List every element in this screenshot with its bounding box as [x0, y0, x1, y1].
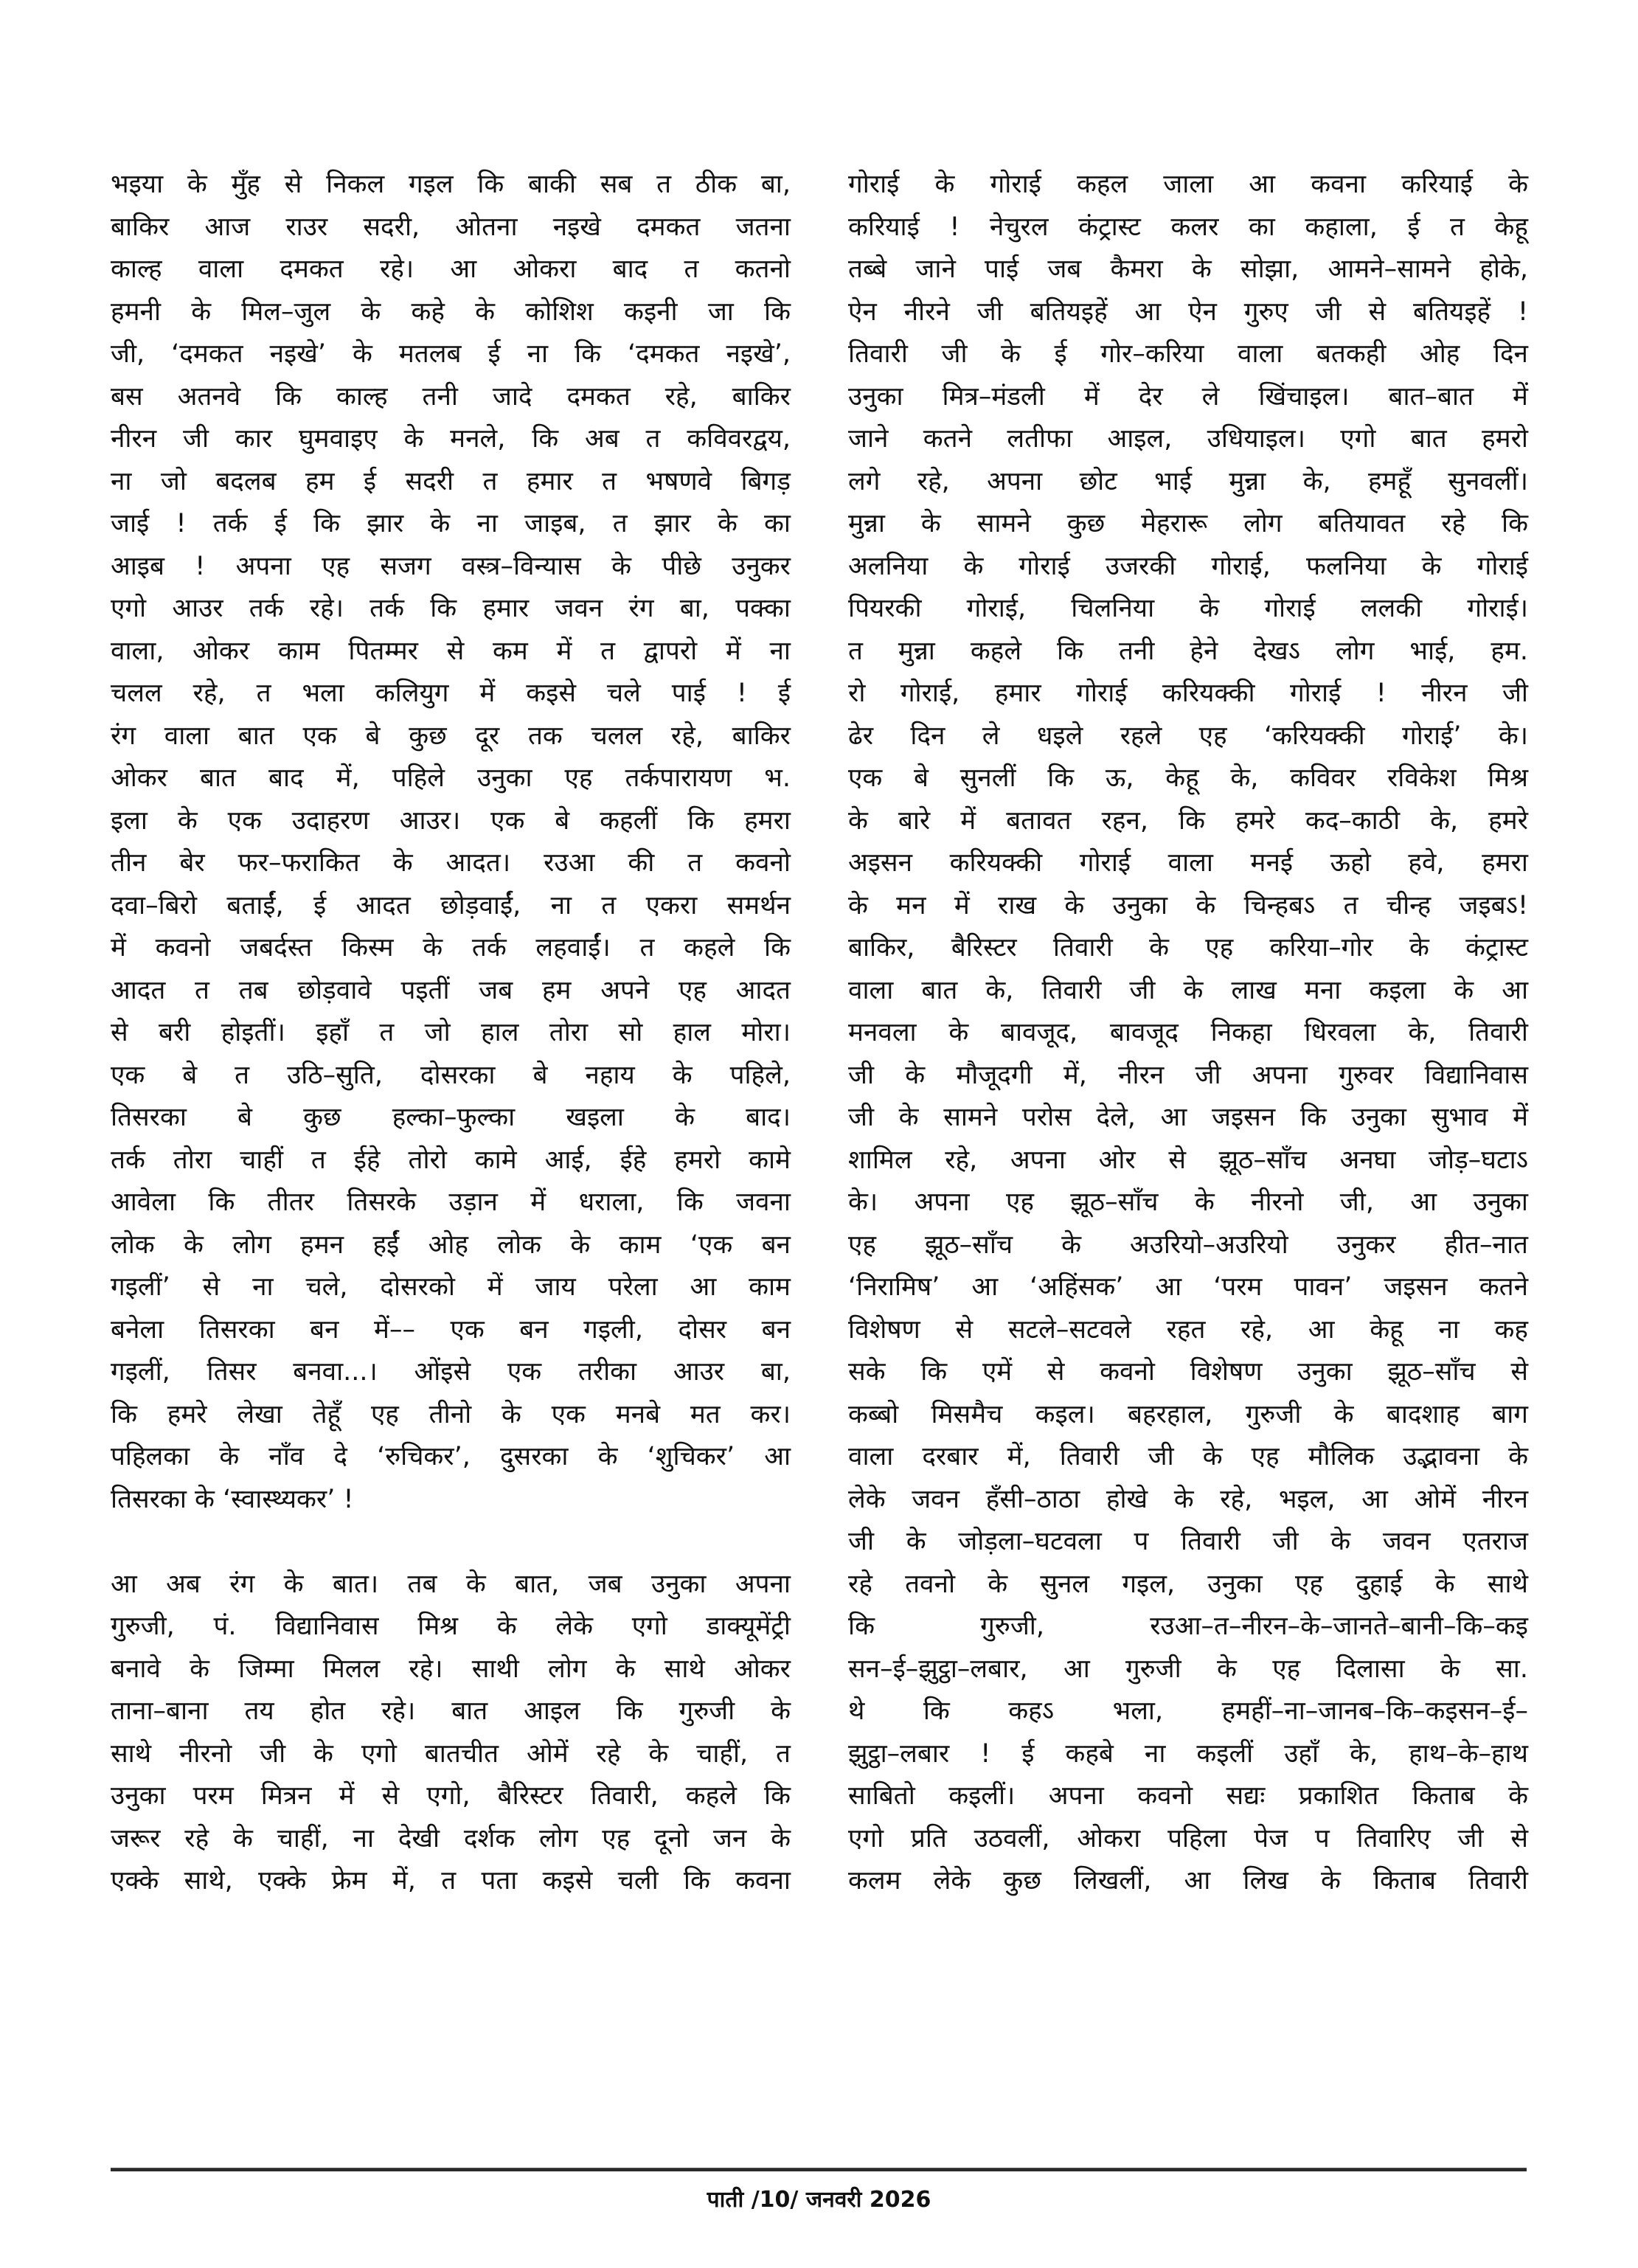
- text-line: मुन्ना के सामने कुछ मेहरारू लोग बतियावत रहे कि: [848, 509, 1528, 538]
- text-line: ‘निरामिष’ आ ‘अहिंसक’ आ ‘परम पावन’ जइसन कतने: [848, 1272, 1528, 1302]
- text-line: चलल रहे, त भला कलियुग में कइसे चले पाई ! ई: [111, 679, 791, 708]
- text-line: के बारे में बतावत रहन, कि हमरे कद–काठी के, हमरे: [848, 805, 1528, 836]
- text-line: कब्बो मिसमैच कइल। बहरहाल, गुरुजी के बादशाह बाग: [848, 1399, 1528, 1429]
- text-line: जी के सामने परोस देले, आ जइसन कि उनुका सुभाव में: [848, 1103, 1528, 1132]
- paragraph: [111, 164, 791, 1521]
- text-line: ताना–बाना तय होत रहे। बात आइल कि गुरुजी के: [111, 1696, 791, 1726]
- text-line: थे कि कहऽ भला, हमहीं–ना–जानब–कि–कइसन–ई–: [848, 1696, 1528, 1726]
- text-line: रो गोराई, हमार गोराई करियक्की गोराई ! नीरन जी: [848, 679, 1528, 708]
- text-line: अलनिया के गोराई उजरकी गोराई, फलनिया के गोराई: [848, 551, 1528, 581]
- paragraph: [111, 1564, 791, 1903]
- text-line: वाला बात के, तिवारी जी के लाख मना कइला के आ: [848, 975, 1528, 1005]
- text-line: साथे नीरनो जी के एगो बातचीत ओमें रहे के चाहीं, त: [111, 1738, 791, 1769]
- text-line: पियरकी गोराई, चिलनिया के गोराई ललकी गोराई।: [848, 594, 1528, 623]
- text-line: एह झूठ–साँच के अउरियो–अउरियो उनुकर हीत–नात: [848, 1230, 1528, 1260]
- text-line: शामिल रहे, अपना ओर से झूठ–साँच अनघा जोड़–घटाऽ: [848, 1145, 1528, 1175]
- text-line: सन–ई–झुट्ठा–लबार, आ गुरुजी के एह दिलासा के सा.: [848, 1654, 1528, 1684]
- text-line: गोराई के गोराई कहल जाला आ कवना करियाई के: [848, 170, 1528, 199]
- text-line: जी के जोड़ला–घटवला प तिवारी जी के जवन एतराज: [848, 1527, 1528, 1556]
- page-footer: पाती /10/ जनवरी 2026: [707, 2187, 931, 2213]
- footer-divider: [111, 2168, 1527, 2171]
- text-line: गुरुजी, पं. विद्यानिवास मिश्र के लेके एगो डाक्यूमेंट्री: [111, 1612, 791, 1641]
- text-line: विशेषण से सटले–सटवले रहत रहे, आ केहू ना कह: [848, 1314, 1528, 1345]
- text-line: भइया के मुँह से निकल गइल कि बाकी सब त ठीक बा,: [111, 170, 791, 199]
- text-line: सके कि एमें से कवनो विशेषण उनुका झूठ–साँच से: [848, 1357, 1528, 1387]
- text-line: उनुका मित्र–मंडली में देर ले खिंचाइल। बात–बात में: [848, 381, 1528, 412]
- text-line: साबितो कइलीं। अपना कवनो सद्यः प्रकाशित किताब के: [848, 1781, 1528, 1811]
- text-line: आदत त तब छोड़वावे पइतीं जब हम अपने एह आदत: [111, 975, 791, 1005]
- text-line: दवा–बिरो बताईं, ई आदत छोड़वाईं, ना त एकरा समर्थन: [111, 890, 791, 920]
- text-line: कलम लेके कुछ लिखलीं, आ लिख के किताब तिवारी: [848, 1866, 1528, 1896]
- text-line: तर्क तोरा चाहीं त ईहे तोरो कामे आई, ईहे हमरो कामे: [111, 1145, 791, 1175]
- text-line: आ अब रंग के बात। तब के बात, जब उनुका अपना: [111, 1569, 791, 1599]
- paragraph-gap: [111, 1521, 791, 1564]
- text-line: लोक के लोग हमन हईं ओह लोक के काम ‘एक बन: [111, 1230, 791, 1260]
- text-line: एगो प्रति उठवलीं, ओकरा पहिला पेज प तिवारिए जी से: [848, 1823, 1528, 1853]
- text-line: तिवारी जी के ई गोर–करिया वाला बतकही ओह दिन: [848, 339, 1528, 369]
- text-line: में कवनो जबर्दस्त किस्म के तर्क लहवाईं। त कहले कि: [111, 933, 791, 963]
- text-line: इला के एक उदाहरण आउर। एक बे कहलीं कि हमरा: [111, 805, 791, 836]
- text-line: जरूर रहे के चाहीं, ना देखी दर्शक लोग एह दूनो जन के: [111, 1823, 791, 1853]
- text-line: बाकिर, बैरिस्टर तिवारी के एह करिया–गोर के कंट्रास्ट: [848, 933, 1528, 963]
- text-line: तिसरका बे कुछ हल्का–फुल्का खइला के बाद।: [111, 1103, 791, 1132]
- text-line: उनुका परम मित्रन में से एगो, बैरिस्टर तिवारी, कहले कि: [111, 1781, 791, 1811]
- text-line: गइलीं, तिसर बनवा...। ओंइसे एक तरीका आउर बा,: [111, 1357, 791, 1387]
- text-line: हमनी के मिल–जुल के कहे के कोशिश कइनी जा कि: [111, 296, 791, 327]
- text-line: करियाई ! नेचुरल कंट्रास्ट कलर का कहाला, ई त केहू: [848, 212, 1528, 242]
- text-line: एक्के साथे, एक्के फ्रेम में, त पता कइसे चली कि कवना: [111, 1866, 791, 1896]
- text-line: लगे रहे, अपना छोट भाई मुन्ना के, हमहूँ सुनवलीं।: [848, 466, 1528, 496]
- text-line: तिसरका के ‘स्वास्थ्यकर’ !: [111, 1484, 354, 1514]
- text-line: अइसन करियक्की गोराई वाला मनई ऊहो हवे, हमरा: [848, 848, 1528, 878]
- text-line: मनवला के बावजूद, बावजूद निकहा धिरवला के, तिवारी: [848, 1018, 1528, 1047]
- text-line: ढेर दिन ले धइले रहले एह ‘करियक्की गोराई’ के।: [848, 721, 1528, 751]
- text-line: वाला, ओकर काम पितम्मर से कम में त द्वापरो में ना: [111, 636, 791, 666]
- right-column: [848, 164, 1528, 1903]
- text-line: एक बे त उठि–सुति, दोसरका बे नहाय के पहिले,: [111, 1060, 791, 1090]
- text-line: बाकिर आज राउर सदरी, ओतना नइखे दमकत जतना: [111, 212, 791, 242]
- text-line: ऐन नीरने जी बतियइहें आ ऐन गुरुए जी से बतियइहें !: [848, 296, 1528, 327]
- text-line: जाई ! तर्क ई कि झार के ना जाइब, त झार के का: [111, 509, 791, 538]
- text-line: के मन में राख के उनुका के चिन्हबऽ त चीन्ह जइबऽ!: [848, 890, 1528, 920]
- text-line: बनावे के जिम्मा मिलल रहे। साथी लोग के साथे ओकर: [111, 1654, 791, 1684]
- text-line: एगो आउर तर्क रहे। तर्क कि हमार जवन रंग बा, पक्का: [111, 594, 791, 623]
- text-line: आवेला कि तीतर तिसरके उड़ान में धराला, कि जवना: [111, 1187, 791, 1217]
- text-line: नीरन जी कार घुमवाइए के मनले, कि अब त कविवरद्वय,: [111, 424, 791, 454]
- paragraph: [848, 164, 1528, 1903]
- text-line: एक बे सुनलीं कि ऊ, केहू के, कविवर रविकेश मिश्र: [848, 763, 1528, 793]
- text-line: तब्बे जाने पाई जब कैमरा के सोझा, आमने–सामने होके,: [848, 254, 1528, 284]
- text-line: ओकर बात बाद में, पहिले उनुका एह तर्कपारायण भ.: [111, 763, 791, 793]
- text-line: से बरी होइतीं। इहाँ त जो हाल तोरा सो हाल मोरा।: [111, 1018, 791, 1047]
- text-line: कि गुरुजी, रउआ–त–नीरन–के–जानते–बानी–कि–कइ: [848, 1612, 1528, 1641]
- text-line: काल्ह वाला दमकत रहे। आ ओकरा बाद त कतनो: [111, 254, 791, 284]
- text-line: जी के मौजूदगी में, नीरन जी अपना गुरुवर विद्यानिवास: [848, 1060, 1528, 1090]
- text-line: बस अतनवे कि काल्ह तनी जादे दमकत रहे, बाकिर: [111, 381, 791, 412]
- text-line: रंग वाला बात एक बे कुछ दूर तक चलल रहे, बाकिर: [111, 721, 791, 751]
- text-line: झुट्ठा–लबार ! ई कहबे ना कइलीं उहाँ के, हाथ–के–हाथ: [848, 1738, 1528, 1769]
- text-line: गइलीं’ से ना चले, दोसरको में जाय परेला आ काम: [111, 1272, 791, 1302]
- text-line: ना जो बदलब हम ई सदरी त हमार त भषणवे बिगड़: [111, 466, 791, 496]
- text-line: रहे तवनो के सुनल गइल, उनुका एह दुहाई के साथे: [848, 1569, 1528, 1599]
- text-line: जी, ‘दमकत नइखे’ के मतलब ई ना कि ‘दमकत नइखे’,: [111, 339, 791, 369]
- text-line: के। अपना एह झूठ–साँच के नीरनो जी, आ उनुका: [848, 1187, 1528, 1217]
- text-line: कि हमरे लेखा तेहूँ एह तीनो के एक मनबे मत कर।: [111, 1399, 791, 1429]
- text-line: बनेला तिसरका बन में–– एक बन गइली, दोसर बन: [111, 1314, 791, 1345]
- text-line: आइब ! अपना एह सजग वस्त्र–विन्यास के पीछे उनुकर: [111, 551, 791, 581]
- text-line: वाला दरबार में, तिवारी जी के एह मौलिक उद्भावना के: [848, 1442, 1528, 1471]
- text-line: तीन बेर फर–फराकित के आदत। रउआ की त कवनो: [111, 848, 791, 878]
- text-line: त मुन्ना कहले कि तनी हेने देखऽ लोग भाई, हम.: [848, 636, 1528, 666]
- left-column: [111, 164, 791, 1903]
- text-line: जाने कतने लतीफा आइल, उधियाइल। एगो बात हमरो: [848, 424, 1528, 454]
- text-line: पहिलका के नाँव दे ‘रुचिकर’, दुसरका के ‘शुचिकर’ आ: [111, 1442, 791, 1471]
- text-line: लेके जवन हँसी–ठाठा होखे के रहे, भइल, आ ओमें नीरन: [848, 1484, 1528, 1514]
